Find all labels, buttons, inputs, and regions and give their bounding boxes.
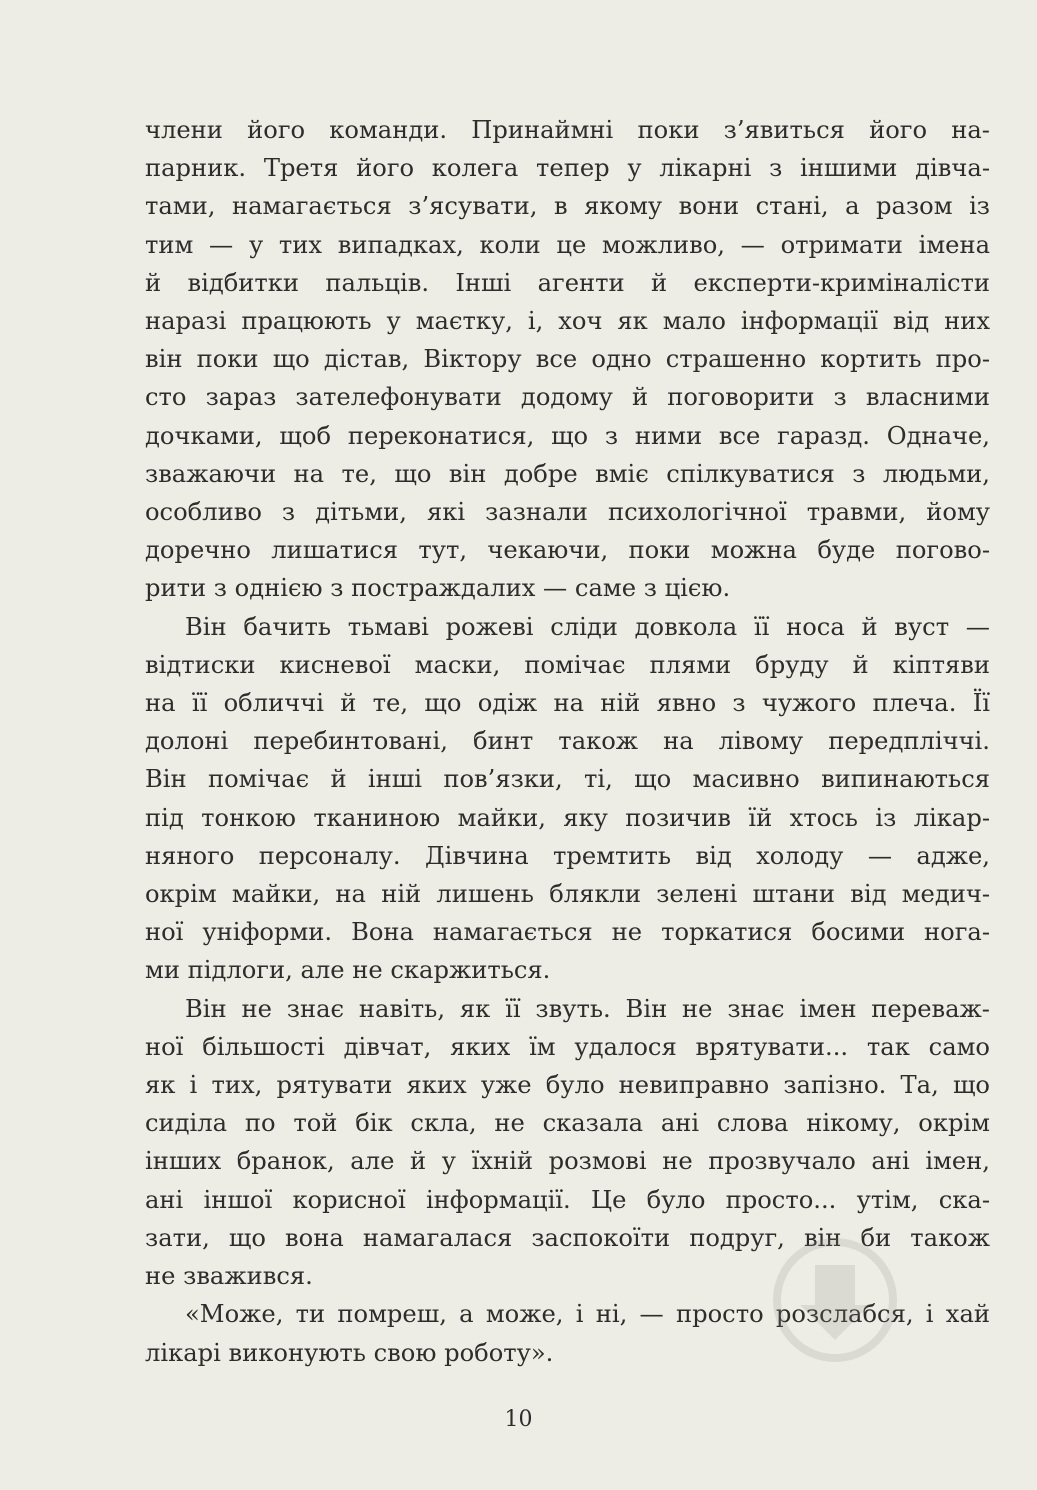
text-line: й відбитки пальців. Інші агенти й експерти-криміналісти: [145, 268, 990, 297]
text-line: «Може, ти помреш, а може, і ні, — просто розслабся, і хай: [185, 1300, 990, 1329]
text-line: Він не знає навіть, як її звуть. Він не знає імен переваж-: [185, 994, 990, 1023]
text-line: сто зараз зателефонувати додому й поговорити з власними: [145, 383, 990, 412]
text-line: рити з однією з постраждалих — саме з цією.: [145, 574, 731, 603]
text-line: не зважився.: [145, 1262, 313, 1291]
text-line: сиділа по той бік скла, не сказала ані слова нікому, окрім: [145, 1109, 990, 1138]
text-line: тим — у тих випадках, коли це можливо, — отримати імена: [145, 230, 990, 259]
download-arrow-icon: [770, 1235, 900, 1365]
text-line: ної уніформи. Вона намагається не торкатися босими нога-: [145, 918, 990, 947]
text-line: члени його команди. Принаймні поки з’явиться його на-: [145, 116, 990, 144]
text-line: ані іншої корисної інформації. Це було просто... утім, ска-: [145, 1185, 990, 1214]
text-line: долоні перебинтовані, бинт також на лівому передпліччі.: [145, 727, 990, 756]
text-line: тами, намагається з’ясувати, в якому вони стані, а разом із: [145, 192, 990, 221]
text-line: Він помічає й інші пов’язки, ті, що масивно випинаються: [145, 765, 990, 794]
text-line: ми підлоги, але не скаржиться.: [145, 956, 551, 985]
text-line: парник. Третя його колега тепер у лікарні з іншими дівча-: [145, 154, 990, 183]
text-line: зати, що вона намагалася заспокоїти подруг, він би також: [145, 1223, 990, 1252]
text-line: зважаючи на те, що він добре вміє спілкуватися з людьми,: [145, 459, 990, 488]
text-line: наразі працюють у маєтку, і, хоч як мало інформації від них: [145, 307, 990, 336]
text-line: доречно лишатися тут, чекаючи, поки можна буде погово-: [145, 536, 990, 565]
text-line: Він бачить тьмаві рожеві сліди довкола її носа й вуст —: [185, 612, 990, 641]
text-line: він поки що дістав, Віктору все одно страшенно кортить про-: [145, 345, 990, 374]
text-line: ної більшості дівчат, яких їм удалося врятувати... так само: [145, 1032, 990, 1061]
text-line: окрім майки, на ній лишень блякли зелені штани від медич-: [145, 880, 990, 909]
text-line: особливо з дітьми, які зазнали психологічної травми, йому: [145, 498, 990, 527]
text-line: як і тих, рятувати яких уже було невиправно запізно. Та, що: [145, 1071, 990, 1100]
body-text: [145, 111, 990, 1372]
text-line: лікарі виконують свою роботу».: [145, 1338, 554, 1367]
text-line: під тонкою тканиною майки, яку позичив їй хтось із лікар-: [145, 803, 990, 832]
text-line: на її обличчі й те, що одіж на ній явно з чужого плеча. Її: [145, 689, 990, 718]
text-line: дочками, щоб переконатися, що з ними все гаразд. Одначе,: [145, 421, 990, 450]
page-number: 10: [504, 1407, 533, 1432]
text-line: інших бранок, але й у їхній розмові не прозвучало ані імен,: [145, 1147, 990, 1176]
text-line: відтиски кисневої маски, помічає плями бруду й кіптяви: [145, 650, 990, 679]
text-line: няного персоналу. Дівчина тремтить від холоду — адже,: [145, 841, 990, 870]
